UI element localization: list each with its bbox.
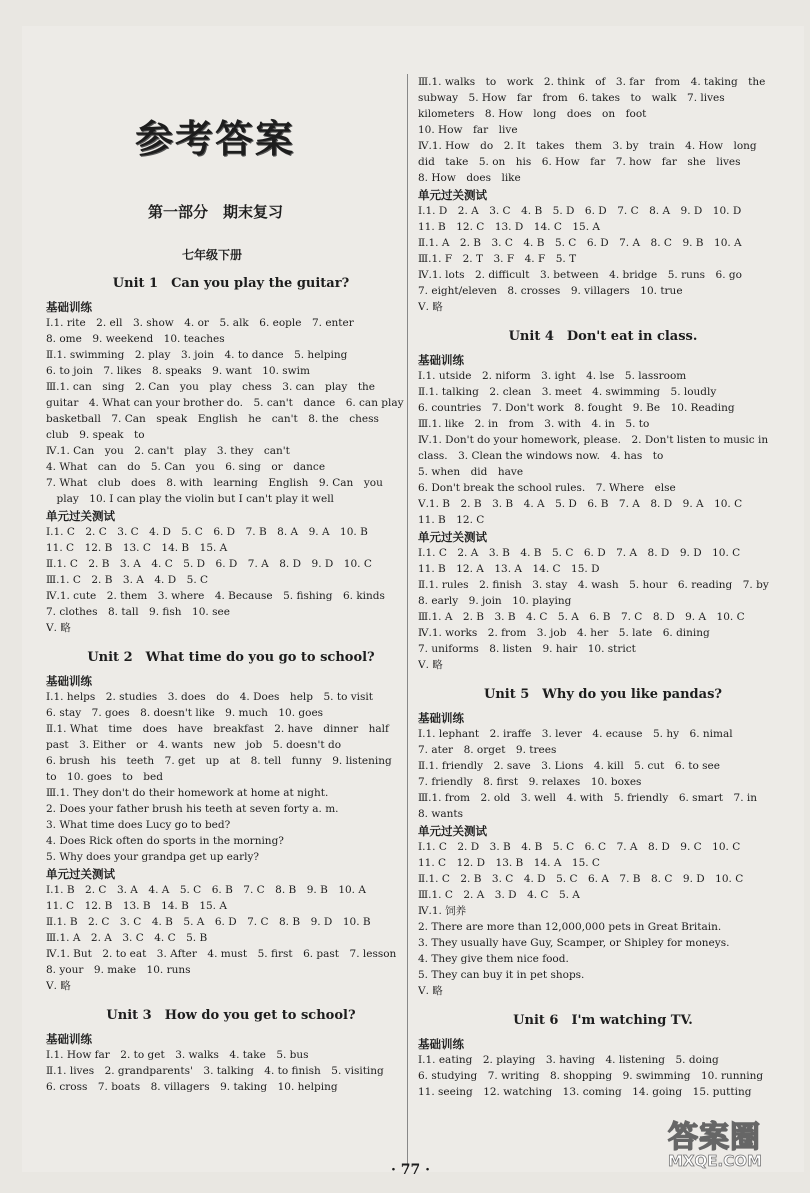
answer-line: Ⅰ.1. eating 2. playing 3. having 4. listening 5. doing: [418, 1054, 719, 1066]
page-number: · 77 ·: [391, 1162, 430, 1178]
section-label: 单元过关测试: [418, 188, 487, 202]
answer-line: club 9. speak to: [46, 429, 145, 441]
section-label: 基础训练: [46, 1032, 92, 1046]
answer-line: 7. friendly 8. first 9. relaxes 10. boxes: [418, 776, 642, 788]
answer-line: Ⅲ.1. A 2. A 3. C 4. C 5. B: [46, 932, 208, 944]
answer-line: 11. B 12. C 13. D 14. C 15. A: [418, 221, 600, 233]
section-label: 基础训练: [418, 1037, 464, 1051]
answer-line: Ⅲ.1. They don't do their homework at home at night.: [46, 787, 329, 799]
answer-line: Ⅰ.1. C 2. A 3. B 4. B 5. C 6. D 7. A 8. D 9. D 10. C: [418, 547, 741, 559]
answer-line: Ⅲ.1. can sing 2. Can you play chess 3. can play the: [46, 381, 376, 393]
answer-line: 6. countries 7. Don't work 8. fought 9. Be 10. Reading: [418, 402, 735, 414]
unit-heading: Unit 6 I'm watching TV.: [513, 1013, 693, 1028]
answer-page: [22, 26, 804, 1178]
answer-line: Ⅱ.1. C 2. B 3. C 4. D 5. C 6. A 7. B 8. C 9. D 10. C: [418, 873, 744, 885]
answer-line: 8. early 9. join 10. playing: [418, 595, 572, 607]
answer-line: did take 5. on his 6. How far 7. how far she lives: [418, 156, 741, 168]
answer-line: Ⅰ.1. rite 2. ell 3. show 4. or 5. alk 6. eople 7. enter: [46, 317, 354, 329]
answer-line: Ⅳ.1. 饲养: [418, 905, 467, 917]
answer-line: 5. Why does your grandpa get up early?: [46, 851, 260, 863]
answer-line: Ⅳ.1. But 2. to eat 3. After 4. must 5. first 6. past 7. lesson: [46, 948, 397, 960]
answer-line: Ⅱ.1. C 2. B 3. A 4. C 5. D 6. D 7. A 8. D 9. D 10. C: [46, 558, 372, 570]
answer-line: 2. Does your father brush his teeth at seven forty a. m.: [46, 803, 339, 815]
answer-line: Ⅴ. 略: [418, 301, 443, 313]
answer-line: 8. ome 9. weekend 10. teaches: [46, 333, 225, 345]
unit-heading: Unit 3 How do you get to school?: [106, 1008, 356, 1023]
watermark-url: MXQE.COM: [668, 1152, 762, 1170]
answer-line: 11. B 12. A 13. A 14. C 15. D: [418, 563, 600, 575]
answer-line: Ⅳ.1. How do 2. It takes them 3. by train 4. How long: [418, 140, 757, 152]
answer-line: 11. C 12. B 13. C 14. B 15. A: [46, 542, 228, 554]
answer-line: 7. eight/eleven 8. crosses 9. villagers 10. true: [418, 285, 683, 297]
answer-line: 4. They give them nice food.: [418, 953, 569, 965]
answer-line: Ⅰ.1. B 2. C 3. A 4. A 5. C 6. B 7. C 8. B 9. B 10. A: [46, 884, 366, 896]
answer-line: 8. your 9. make 10. runs: [46, 964, 191, 976]
answer-line: Ⅰ.1. utside 2. niform 3. ight 4. lse 5. lassroom: [418, 370, 687, 382]
answer-line: Ⅰ.1. lephant 2. iraffe 3. lever 4. ecause 5. hy 6. nimal: [418, 728, 733, 740]
answer-line: 8. How does like: [418, 172, 521, 184]
answer-line: 6. Don't break the school rules. 7. Where else: [418, 482, 676, 494]
answer-line: 11. C 12. D 13. B 14. A 15. C: [418, 857, 600, 869]
answer-line: Ⅲ.1. walks to work 2. think of 3. far from 4. taking the: [418, 76, 766, 88]
answer-line: Ⅰ.1. C 2. C 3. C 4. D 5. C 6. D 7. B 8. A 9. A 10. B: [46, 526, 368, 538]
watermark-text: 答案圈: [668, 1120, 761, 1155]
answer-line: 7. uniforms 8. listen 9. hair 10. strict: [418, 643, 636, 655]
unit-heading: Unit 2 What time do you go to school?: [87, 650, 375, 665]
answer-line: class. 3. Clean the windows now. 4. has to: [418, 450, 664, 462]
right-column: [418, 74, 788, 1100]
answer-line: Ⅴ. 略: [418, 985, 443, 997]
unit-heading: Unit 4 Don't eat in class.: [508, 329, 698, 344]
answer-line: Ⅳ.1. Don't do your homework, please. 2. Don't listen to music in: [418, 434, 769, 446]
answer-line: Ⅳ.1. lots 2. difficult 3. between 4. bridge 5. runs 6. go: [418, 269, 742, 281]
unit-heading: Unit 5 Why do you like pandas?: [483, 687, 723, 702]
answer-line: Ⅳ.1. Can you 2. can't play 3. they can't: [46, 445, 290, 457]
left-column: [46, 262, 416, 1095]
answer-line: Ⅲ.1. F 2. T 3. F 4. F 5. T: [418, 253, 577, 265]
section-label: 单元过关测试: [46, 509, 115, 523]
answer-line: 4. Does Rick often do sports in the morning?: [46, 835, 284, 847]
answer-line: Ⅰ.1. D 2. A 3. C 4. B 5. D 6. D 7. C 8. A 9. D 10. D: [418, 205, 742, 217]
answer-line: subway 5. How far from 6. takes to walk 7. lives: [418, 92, 725, 104]
answer-line: 5. when did have: [418, 466, 524, 478]
answer-line: basketball 7. Can speak English he can't 8. the chess: [46, 413, 379, 425]
answer-line: 11. C 12. B 13. B 14. B 15. A: [46, 900, 227, 912]
section-label: 基础训练: [46, 300, 92, 314]
answer-line: Ⅱ.1. swimming 2. play 3. join 4. to dance 5. helping: [46, 349, 348, 361]
section-label: 单元过关测试: [418, 824, 487, 838]
answers-title: 参考答案: [135, 117, 296, 161]
answer-line: Ⅳ.1. cute 2. them 3. where 4. Because 5. fishing 6. kinds: [46, 590, 385, 602]
answer-line: Ⅴ. 略: [46, 622, 71, 634]
answer-line: 6. stay 7. goes 8. doesn't like 9. much 10. goes: [46, 707, 324, 719]
answer-line: 11. B 12. C: [418, 514, 485, 526]
answer-line: Ⅳ.1. works 2. from 3. job 4. her 5. late 6. dining: [418, 627, 710, 639]
section-label: 基础训练: [46, 674, 92, 688]
answer-line: Ⅲ.1. like 2. in from 3. with 4. in 5. to: [418, 418, 650, 430]
answer-line: 6. studying 7. writing 8. shopping 9. swimming 10. running: [418, 1070, 764, 1082]
part-title: 第一部分 期末复习: [148, 203, 284, 221]
section-label: 基础训练: [418, 353, 464, 367]
answer-line: 3. What time does Lucy go to bed?: [46, 819, 231, 831]
answer-line: play 10. I can play the violin but I can't play it well: [46, 493, 334, 505]
answer-line: Ⅲ.1. from 2. old 3. well 4. with 5. friendly 6. smart 7. in: [418, 792, 757, 804]
answer-line: Ⅴ. 略: [46, 980, 71, 992]
answer-line: Ⅰ.1. C 2. D 3. B 4. B 5. C 6. C 7. A 8. D 9. C 10. C: [418, 841, 741, 853]
answer-line: to 10. goes to bed: [46, 771, 163, 783]
answer-line: Ⅴ. 略: [418, 659, 443, 671]
section-label: 单元过关测试: [46, 867, 115, 881]
answer-line: 8. wants: [418, 808, 463, 820]
answer-line: Ⅴ.1. B 2. B 3. B 4. A 5. D 6. B 7. A 8. D 9. A 10. C: [418, 498, 743, 510]
answer-line: Ⅰ.1. helps 2. studies 3. does do 4. Does help 5. to visit: [46, 691, 373, 703]
answer-line: Ⅱ.1. A 2. B 3. C 4. B 5. C 6. D 7. A 8. C 9. B 10. A: [418, 237, 742, 249]
section-label: 单元过关测试: [418, 530, 487, 544]
section-label: 基础训练: [418, 711, 464, 725]
answer-line: Ⅱ.1. lives 2. grandparents' 3. talking 4. to finish 5. visiting: [46, 1065, 384, 1077]
answer-line: kilometers 8. How long does on foot: [418, 108, 647, 120]
answer-line: guitar 4. What can your brother do. 5. can't dance 6. can play: [46, 397, 404, 409]
answer-line: 6. to join 7. likes 8. speaks 9. want 10. swim: [46, 365, 310, 377]
answer-line: 5. They can buy it in pet shops.: [418, 969, 585, 981]
answer-line: 10. How far live: [418, 124, 518, 136]
answer-line: 4. What can do 5. Can you 6. sing or dance: [46, 461, 326, 473]
answer-line: Ⅰ.1. How far 2. to get 3. walks 4. take 5. bus: [46, 1049, 309, 1061]
answer-line: Ⅱ.1. B 2. C 3. C 4. B 5. A 6. D 7. C 8. B 9. D 10. B: [46, 916, 371, 928]
answer-line: 3. They usually have Guy, Scamper, or Shipley for moneys.: [418, 937, 730, 949]
grade-title: 七年级下册: [182, 248, 243, 262]
unit-heading: Unit 1 Can you play the guitar?: [112, 276, 350, 291]
answer-line: Ⅲ.1. C 2. A 3. D 4. C 5. A: [418, 889, 580, 901]
answer-line: Ⅱ.1. What time does have breakfast 2. have dinner half: [46, 723, 389, 735]
answer-line: 6. brush his teeth 7. get up at 8. tell funny 9. listening: [46, 755, 392, 767]
answer-line: past 3. Either or 4. wants new job 5. doesn't do: [46, 739, 342, 751]
column-divider: [407, 74, 408, 1169]
answer-line: 6. cross 7. boats 8. villagers 9. taking 10. helping: [46, 1081, 338, 1093]
answer-line: 2. There are more than 12,000,000 pets in Great Britain.: [418, 921, 722, 933]
answer-line: 7. What club does 8. with learning English 9. Can you: [46, 477, 383, 489]
answer-line: Ⅱ.1. friendly 2. save 3. Lions 4. kill 5. cut 6. to see: [418, 760, 720, 772]
answer-line: 7. ater 8. orget 9. trees: [418, 744, 557, 756]
answer-line: 7. clothes 8. tall 9. fish 10. see: [46, 606, 230, 618]
answer-line: Ⅲ.1. A 2. B 3. B 4. C 5. A 6. B 7. C 8. D 9. A 10. C: [418, 611, 745, 623]
answer-line: 11. seeing 12. watching 13. coming 14. going 15. putting: [418, 1086, 752, 1098]
answer-line: Ⅱ.1. rules 2. finish 3. stay 4. wash 5. hour 6. reading 7. by: [418, 579, 769, 591]
watermark-logo: [668, 1112, 796, 1172]
answer-line: Ⅱ.1. talking 2. clean 3. meet 4. swimming 5. loudly: [418, 386, 717, 398]
answer-line: Ⅲ.1. C 2. B 3. A 4. D 5. C: [46, 574, 209, 586]
